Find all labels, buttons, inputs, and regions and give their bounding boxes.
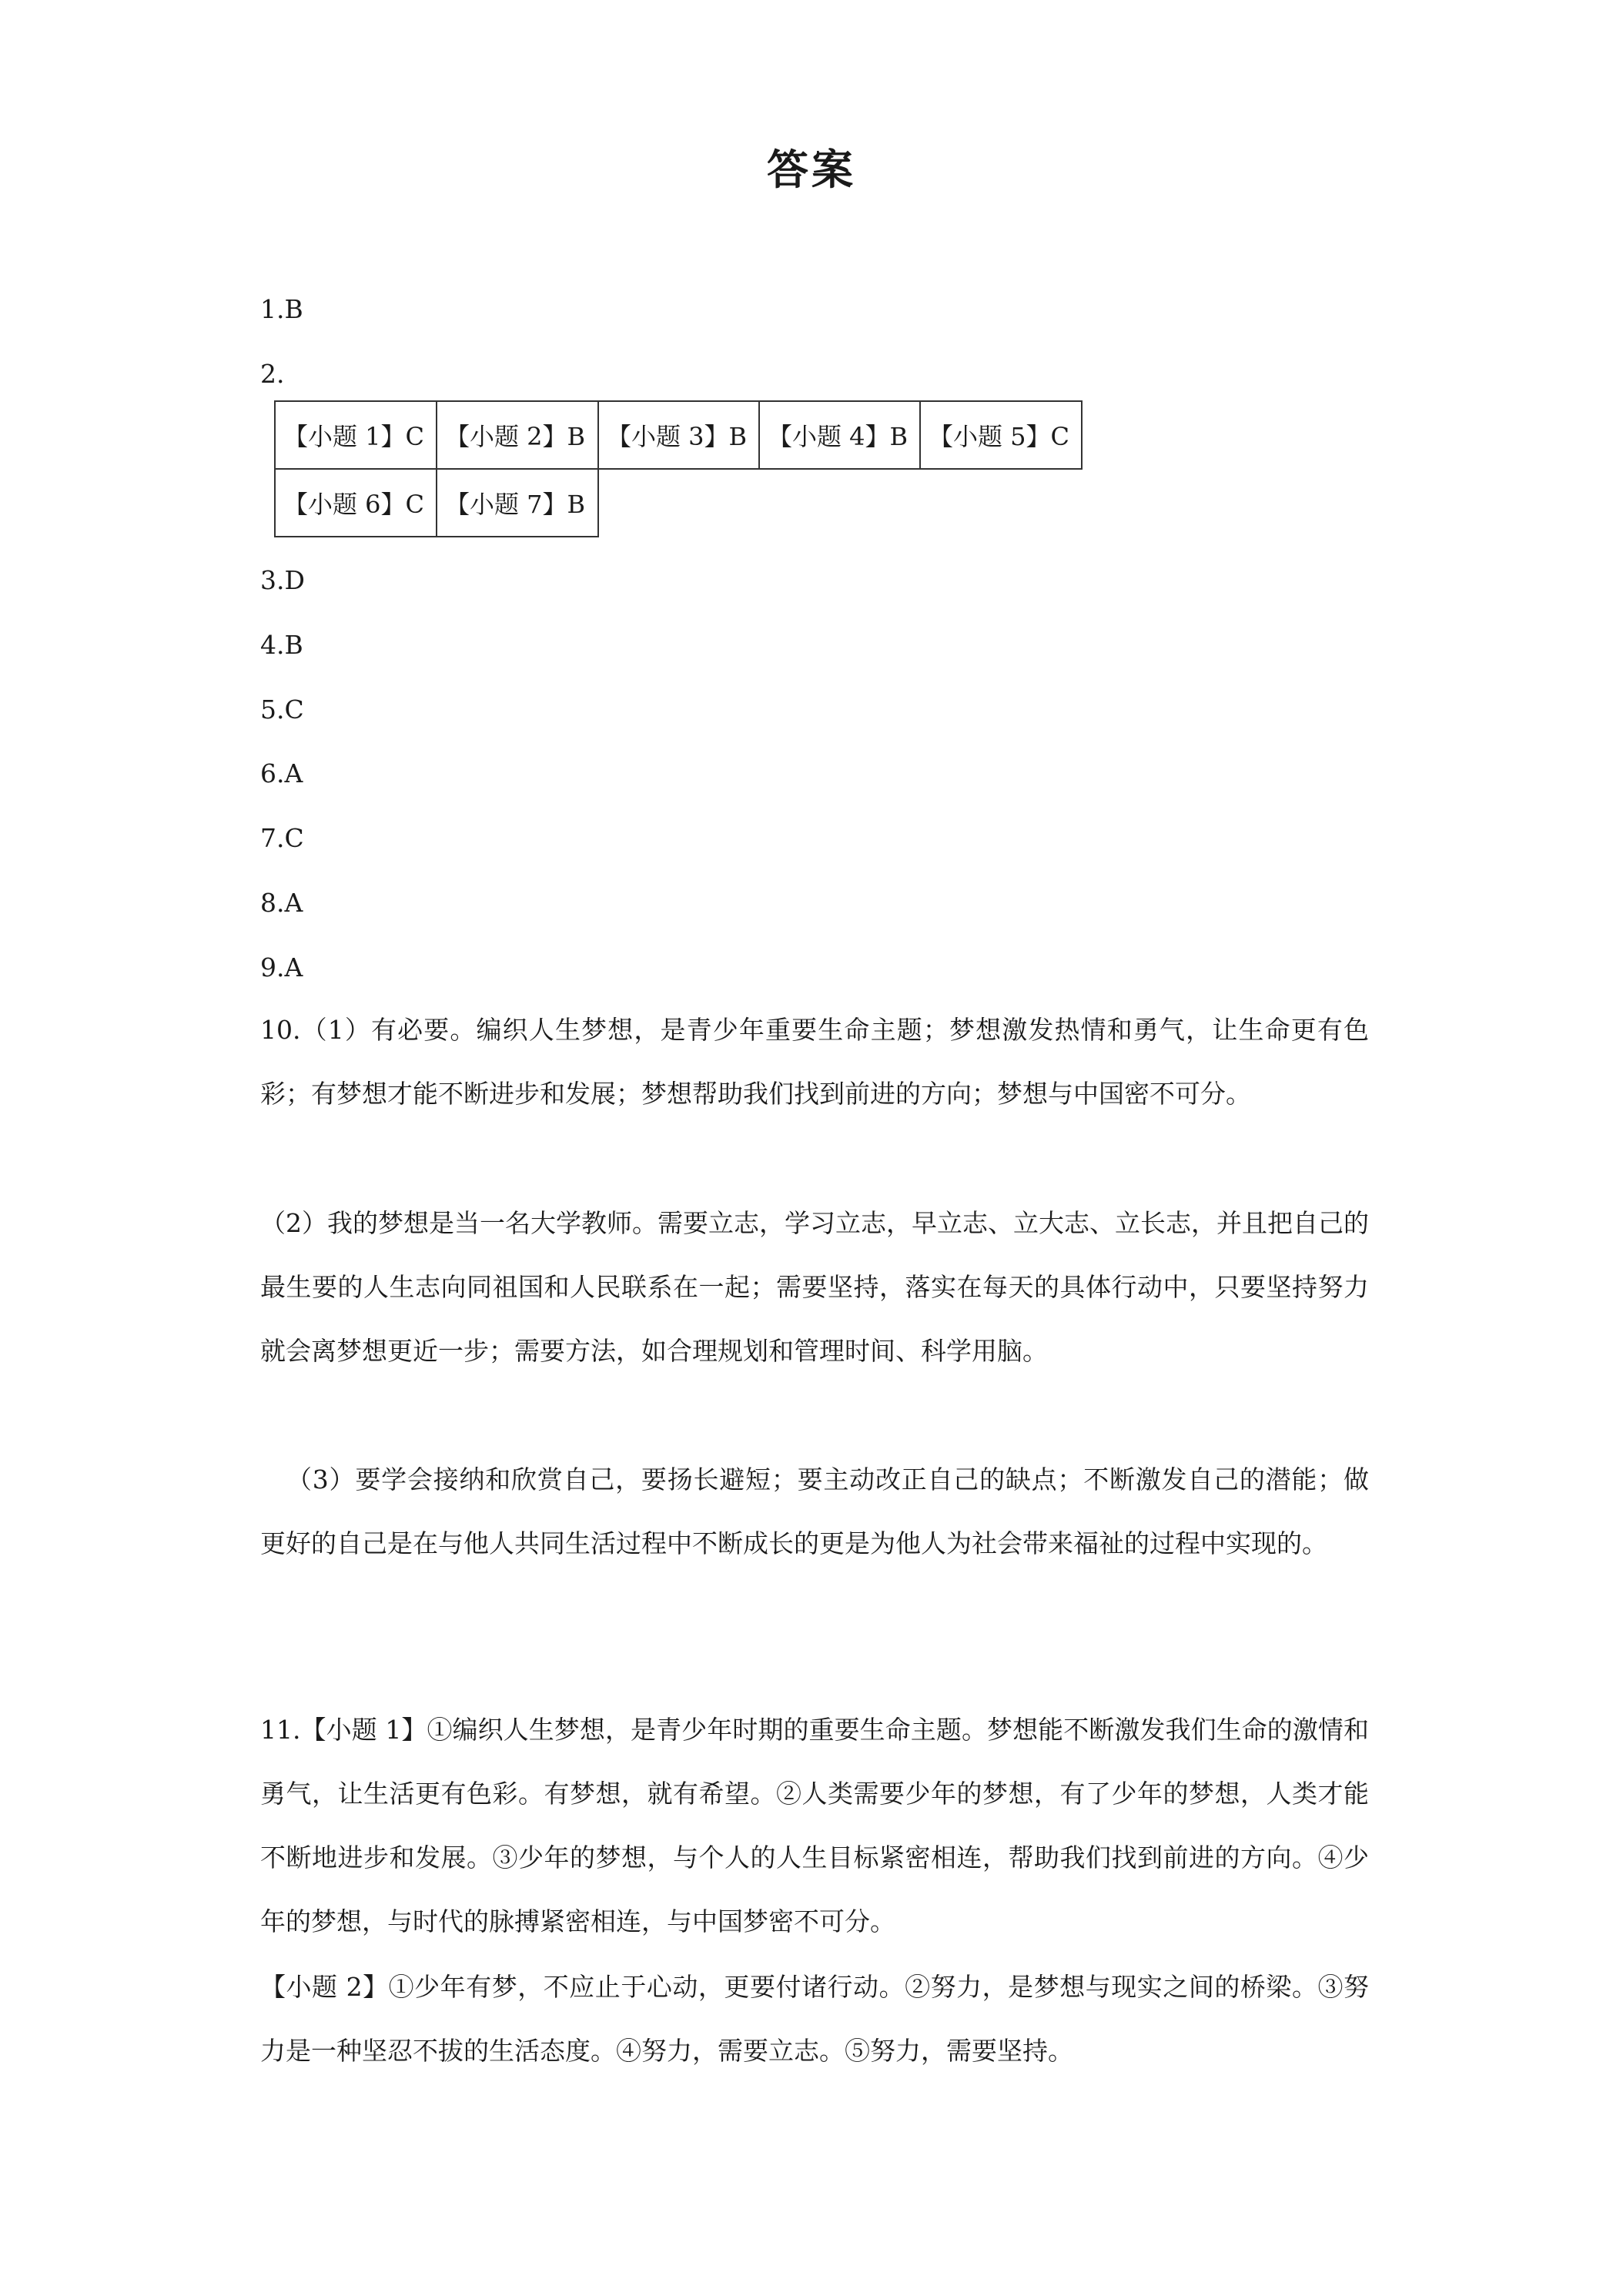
answer-10-part-2: （2）我的梦想是当一名大学教师。需要立志，学习立志，早立志、立大志、立长志，并且把自己的最生要的人生志向同祖国和人民联系在一起；需要坚持，落实在每天的具体行动中，只要坚持努力就会离梦想更近一步；需要方法，如合理规划和管理时间、科学用脑。 bbox=[260, 1208, 1369, 1366]
answer-5: 5.C bbox=[260, 694, 304, 725]
answer-11-part-2: 【小题 2】①少年有梦，不应止于心动，更要付诸行动。②努力，是梦想与现实之间的桥梁。③努力是一种坚忍不拔的生活态度。④努力，需要立志。⑤努力，需要坚持。 bbox=[260, 1972, 1369, 2066]
table-row bbox=[275, 401, 1082, 469]
table-cell: 【小题 4】B bbox=[759, 401, 920, 469]
table-cell: 【小题 7】B bbox=[437, 469, 598, 537]
table-cell: 【小题 2】B bbox=[437, 401, 598, 469]
table-cell: 【小题 3】B bbox=[598, 401, 759, 469]
table-row bbox=[275, 469, 1082, 537]
table-cell-empty bbox=[920, 469, 1082, 537]
answer-6: 6.A bbox=[260, 758, 303, 788]
answer-3: 3.D bbox=[260, 565, 305, 595]
answer-10-part-1: 10.（1）有必要。编织人生梦想，是青少年重要生命主题；梦想激发热情和勇气，让生命更有色彩；有梦想才能不断进步和发展；梦想帮助我们找到前进的方向；梦想与中国密不可分。 bbox=[260, 1015, 1369, 1109]
page-title: 答案 bbox=[767, 146, 856, 194]
answer-4: 4.B bbox=[260, 630, 303, 660]
answer-1: 1.B bbox=[260, 294, 303, 324]
table-cell: 【小题 5】C bbox=[920, 401, 1082, 469]
answer-9: 9.A bbox=[260, 952, 303, 982]
table-cell-empty bbox=[598, 469, 759, 537]
answer-11-part-1: 11.【小题 1】①编织人生梦想，是青少年时期的重要生命主题。梦想能不断激发我们生命的激情和勇气，让生活更有色彩。有梦想，就有希望。②人类需要少年的梦想，有了少年的梦想，人类才能不断地进步和发展。③少年的梦想，与个人的人生目标紧密相连，帮助我们找到前进的方向。④少年的梦想，与时代的脉搏紧密相连，与中国梦密不可分。 bbox=[260, 1715, 1369, 1936]
answer-7: 7.C bbox=[260, 823, 304, 853]
answer-2-table bbox=[274, 400, 1083, 537]
answer-2-label: 2. bbox=[260, 359, 285, 389]
table-cell: 【小题 6】C bbox=[275, 469, 437, 537]
answer-8: 8.A bbox=[260, 888, 303, 918]
answer-10-part-3: （3）要学会接纳和欣赏自己，要扬长避短；要主动改正自己的缺点；不断激发自己的潜能；做更好的自己是在与他人共同生活过程中不断成长的更是为他人为社会带来福祉的过程中实现的。 bbox=[260, 1464, 1369, 1558]
table-cell-empty bbox=[759, 469, 920, 537]
table-cell: 【小题 1】C bbox=[275, 401, 437, 469]
